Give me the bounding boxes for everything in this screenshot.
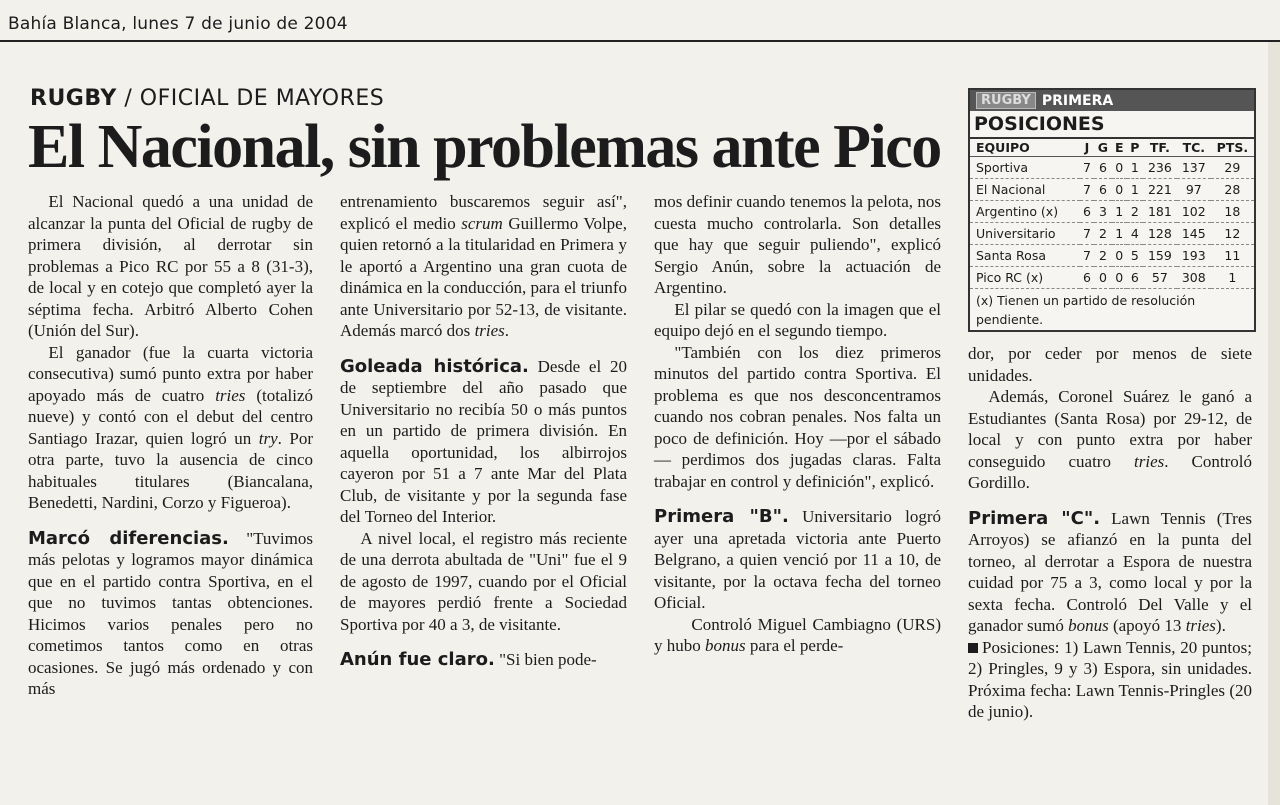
stat-cell: 159 [1143, 245, 1177, 267]
team-name: Sportiva [970, 157, 1080, 179]
paragraph: dor, por ceder por menos de siete unidades. [968, 344, 1252, 385]
stat-cell: 0 [1094, 267, 1111, 289]
kicker-section: RUGBY [30, 86, 117, 111]
standings-tag: RUGBY [976, 92, 1036, 109]
stat-cell: 0 [1112, 245, 1127, 267]
col-header: TC. [1177, 139, 1211, 157]
article-column-4 [968, 343, 1252, 723]
stat-cell: 6 [1094, 179, 1111, 201]
col-header: G [1094, 139, 1111, 157]
col-header: J [1080, 139, 1095, 157]
stat-cell: 1 [1211, 267, 1254, 289]
standings-row [970, 179, 1254, 201]
stat-cell: 145 [1177, 223, 1211, 245]
standings-header-row [970, 139, 1254, 157]
stat-cell: 7 [1080, 245, 1095, 267]
stat-cell: 3 [1094, 201, 1111, 223]
stat-cell: 181 [1143, 201, 1177, 223]
standings-row [970, 201, 1254, 223]
stat-cell: 57 [1143, 267, 1177, 289]
standings-table [970, 139, 1254, 289]
stat-cell: 7 [1080, 157, 1095, 179]
team-name: Universitario [970, 223, 1080, 245]
subheading-anun-fue-claro: Anún fue claro. [340, 649, 495, 670]
col-header: PTS. [1211, 139, 1254, 157]
stat-cell: 6 [1080, 201, 1095, 223]
kicker-subsection: / OFICIAL DE MAYORES [116, 86, 385, 111]
stat-cell: 7 [1080, 223, 1095, 245]
stat-cell: 28 [1211, 179, 1254, 201]
paragraph: A nivel local, el registro más reciente de una derrota abultada de "Uni" fue el 9 de agosto de 1997, cuando por el Oficial de mayores perdió frente a Sociedad Sportiva por 40 a 3, de visitante. [340, 528, 627, 634]
col-header: EQUIPO [970, 139, 1080, 157]
paragraph: Además, Coronel Suárez le ganó a Estudiantes (Santa Rosa) por 29-12, de local y con punto extra por haber conseguido cuatro tries. Controló Gordillo. [968, 387, 1252, 492]
paragraph: El Nacional quedó a una unidad de alcanzar la punta del Oficial de rugby de primera división, al derrotar sin problemas a Pico RC por 55 a 8 (31-3), de local y en cotejo que completó ayer la séptima fecha. Arbitró Alberto Cohen (Unión del Sur). [28, 192, 313, 340]
col-header: TF. [1143, 139, 1177, 157]
stat-cell: 102 [1177, 201, 1211, 223]
stat-cell: 97 [1177, 179, 1211, 201]
stat-cell: 6 [1127, 267, 1143, 289]
paragraph: Primera "C". Lawn Tennis (Tres Arroyos) se afianzó en la punta del torneo, al derrotar a Espora de nuestra cuidad por 75 a 3, como local y por la sexta fecha. Controló Del Valle y el ganador sumó bonus (apoyó 13 tries). [968, 507, 1252, 635]
paragraph: El pilar se quedó con la imagen que el equipo dejó en el segundo tiempo. [654, 299, 941, 340]
standings-row [970, 223, 1254, 245]
subheading-goleada-historica: Goleada histórica. [340, 355, 529, 377]
stat-cell: 221 [1143, 179, 1177, 201]
stat-cell: 29 [1211, 157, 1254, 179]
article-column-1 [28, 191, 313, 700]
paragraph: El ganador (fue la cuarta victoria consecutiva) sumó punto extra por haber apoyado más de cuatro tries (totalizó nueve) y contó con el debut del centro Santiago Irazar, quien logró un try. Por otra parte, tuvo la ausencia de cinco habituales titulares (Biancalana, Benedetti, Nardini, Corzo y Figueroa). [28, 342, 313, 512]
stat-cell: 18 [1211, 201, 1254, 223]
bullet-square-icon [968, 643, 978, 653]
subheading-primera-b: Primera "B". [654, 506, 789, 527]
col-header: P [1127, 139, 1143, 157]
stat-cell: 1 [1127, 179, 1143, 201]
standings-box [968, 88, 1256, 332]
stat-cell: 2 [1127, 201, 1143, 223]
stat-cell: 2 [1094, 223, 1111, 245]
standings-header-bar [970, 90, 1254, 111]
stat-cell: 236 [1143, 157, 1177, 179]
standings-title: POSICIONES [970, 111, 1254, 139]
paragraph: Anún fue claro. "Si bien pode- [340, 649, 597, 670]
subheading-primera-c: Primera "C". [968, 507, 1101, 529]
page-edge [1268, 42, 1280, 805]
paragraph: Posiciones: 1) Lawn Tennis, 20 puntos; 2) Pringles, 9 y 3) Espora, sin unidades. Próxima fecha: Lawn Tennis-Pringles (20 de junio). [968, 637, 1252, 721]
standings-category: PRIMERA [1041, 92, 1114, 109]
headline: El Nacional, sin problemas ante Pico [28, 113, 941, 181]
team-name: El Nacional [970, 179, 1080, 201]
stat-cell: 1 [1127, 157, 1143, 179]
top-rule [0, 40, 1280, 42]
team-name: Pico RC (x) [970, 267, 1080, 289]
team-name: Santa Rosa [970, 245, 1080, 267]
paragraph: Marcó diferencias. "Tuvimos más pelotas y logramos mayor dinámica que en el partido contra Sportiva, en el que no tuvimos tantas obtenciones. Hicimos varios penales pero no cometimos tantos como en otras ocasiones. Se jugó más ordenado y con más [28, 527, 313, 698]
paragraph: Primera "B". Universitario logró ayer una apretada victoria ante Puerto Belgrano, a quien venció por 11 a 10, de visitante, por la octava fecha del torneo Oficial. [654, 506, 941, 612]
article-column-2 [340, 191, 627, 671]
stat-cell: 137 [1177, 157, 1211, 179]
paragraph: entrenamiento buscaremos seguir así", explicó el medio scrum Guillermo Volpe, quien retornó a la titularidad en Primera y le aportó a Argentino una gran cuota de dinámica en la conducción, para el triunfo ante Universitario por 52-13, de visitante. Además marcó dos tries. [340, 192, 627, 340]
paragraph: "También con los diez primeros minutos del partido contra Sportiva. El problema es que nos desconcentramos cuando nos cobran penales. Nos falta un poco de definición. Hoy —por el sábado— perdimos dos jugadas claras. Falta trabajar en control y definición", explicó. [654, 342, 941, 491]
team-name: Argentino (x) [970, 201, 1080, 223]
standings-note: (x) Tienen un partido de resolución pendiente. [976, 293, 1196, 327]
stat-cell: 6 [1094, 157, 1111, 179]
stat-cell: 193 [1177, 245, 1211, 267]
stat-cell: 1 [1112, 223, 1127, 245]
article-column-3 [654, 191, 941, 657]
section-kicker [30, 86, 384, 111]
stat-cell: 0 [1112, 179, 1127, 201]
stat-cell: 2 [1094, 245, 1111, 267]
paragraph: Goleada histórica. Desde el 20 de septiembre del año pasado que Universitario no recibía 50 o más puntos en un partido de primera división. En aquella oportunidad, los albirrojos cayeron por 51 a 7 ante Mar del Plata Club, de visitante y por la segunda fase del Torneo del Interior. [340, 355, 627, 526]
paragraph: Controló Miguel Cambiagno (URS) y hubo bonus para el perde- [654, 614, 941, 655]
dateline: Bahía Blanca, lunes 7 de junio de 2004 [8, 14, 348, 34]
stat-cell: 128 [1143, 223, 1177, 245]
stat-cell: 6 [1080, 267, 1095, 289]
stat-cell: 11 [1211, 245, 1254, 267]
paragraph: mos definir cuando tenemos la pelota, nos cuesta mucho controlarla. Son detalles que hay que seguir puliendo", explicó Sergio Anún, sobre la actuación de Argentino. [654, 192, 941, 297]
stat-cell: 4 [1127, 223, 1143, 245]
standings-row [970, 157, 1254, 179]
stat-cell: 308 [1177, 267, 1211, 289]
stat-cell: 1 [1112, 201, 1127, 223]
subheading-marco-diferencias: Marcó diferencias. [28, 527, 229, 549]
stat-cell: 5 [1127, 245, 1143, 267]
col-header: E [1112, 139, 1127, 157]
standings-row [970, 245, 1254, 267]
stat-cell: 0 [1112, 157, 1127, 179]
stat-cell: 0 [1112, 267, 1127, 289]
stat-cell: 7 [1080, 179, 1095, 201]
stat-cell: 12 [1211, 223, 1254, 245]
standings-row [970, 267, 1254, 289]
